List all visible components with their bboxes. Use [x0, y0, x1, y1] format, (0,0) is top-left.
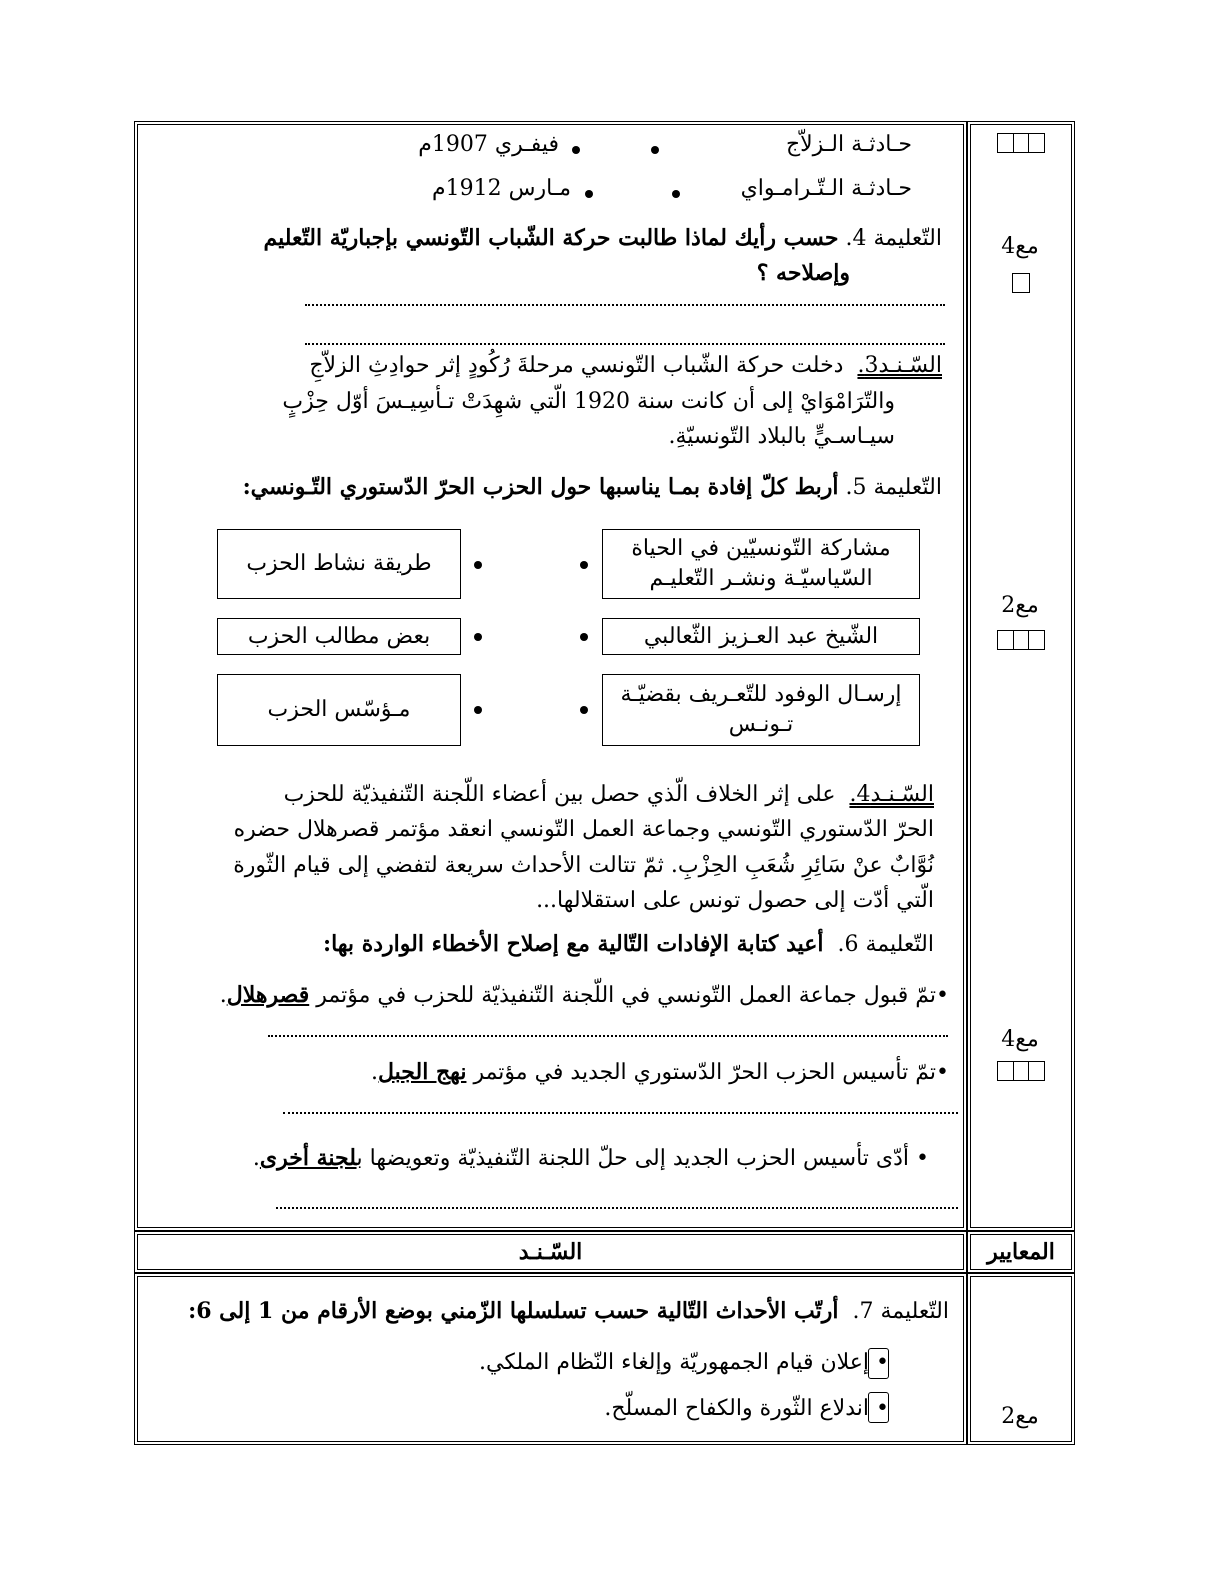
bullet-dot	[572, 146, 580, 154]
document-4-line4: الّتي أدّت إلى حصول تونس على استقلالها...	[536, 888, 934, 913]
event-zallaj-date: فيفـري 1907م	[418, 132, 559, 157]
match-dot[interactable]	[580, 633, 588, 641]
score-box-q5[interactable]	[997, 630, 1045, 650]
match-right-1[interactable]: طريقة نشاط الحزب	[217, 529, 461, 599]
criterion-q5: مع2	[1001, 593, 1039, 618]
score-box-q4[interactable]	[1012, 273, 1030, 293]
answer-line[interactable]	[268, 1035, 948, 1037]
criterion-q6: مع4	[1001, 1027, 1039, 1052]
criterion-q4: مع4	[1001, 234, 1039, 259]
header-criteria-label: المعايير	[987, 1239, 1055, 1265]
match-dot[interactable]	[474, 561, 482, 569]
q6-question: التّعليمة 6. أعيد كتابة الإفادات التّالية مع إصلاح الأخطاء الواردة بها:	[322, 931, 934, 957]
q5-question: التّعليمة 5. أربط كلّ إفادة بمـا يناسبها حول الحزب الحرّ الدّستوري التّـونسي:	[242, 474, 942, 500]
document-3-line2: والتّرَامْوَايْ إلى أن كانت سنة 1920 الّتي شهِدَتْ تـأسِيـسَ أوّل حِزْبٍ	[282, 389, 895, 414]
document-4-line2: الحرّ الدّستوري التّونسي وجماعة العمل التّونسي انعقد مؤتمر قصرهلال حضره	[233, 817, 934, 842]
event-tramway-date: مـارس 1912م	[431, 176, 571, 201]
answer-line[interactable]	[305, 343, 945, 345]
event-tramway: حـادثـة الـتّـرامـواي	[740, 176, 912, 201]
header-doc-label: السّـنـد	[518, 1239, 583, 1265]
document-3-line3: سيـاسـيٍّ بالبلاد التّونسيّةِ.	[668, 424, 895, 449]
bullet-dot	[651, 146, 659, 154]
match-right-2[interactable]: بعض مطالب الحزب	[217, 618, 461, 655]
answer-line[interactable]	[305, 304, 945, 306]
q6-item-1: •تمّ قبول جماعة العمل التّونسي في اللّجنة التّنفيذيّة للحزب في مؤتمر قصرهلال.	[219, 982, 949, 1008]
q6-item-3: • أدّى تأسيس الحزب الجديد إلى حلّ اللجنة التّنفيذيّة وتعويضها بلجنة أخرى.	[252, 1145, 929, 1171]
answer-line[interactable]	[283, 1112, 958, 1114]
match-left-1[interactable]: مشاركة التّونسيّين في الحياة السّياسيّـة ونشـر التّعليـم	[602, 529, 920, 599]
criterion-q7: مع2	[1001, 1404, 1039, 1429]
match-left-3[interactable]: إرسـال الوفود للتّعـريف بقضيّـة تـونـس	[602, 674, 920, 746]
document-4: السّـنـد4. على إثر الخلاف الّذي حصل بين أعضاء اللّجنة التّنفيذيّة للحزب	[283, 782, 934, 807]
event-zallaj: حـادثـة الـزلاّج	[785, 132, 912, 157]
bullet-dot	[672, 190, 680, 198]
score-box-top[interactable]	[997, 133, 1045, 153]
document-3: السّـنـد3. دخلت حركة الشّباب التّونسي مرحلةَ رُكُودٍ إثر حوادِثِ الزلاّجِ	[309, 353, 942, 378]
q4-question-cont: وإصلاحه ؟	[756, 260, 850, 286]
q6-item-2: •تمّ تأسيس الحزب الحرّ الدّستوري الجديد في مؤتمر نهج الجبل.	[371, 1059, 949, 1085]
q7-question: التّعليمة 7. أرتّب الأحداث التّالية حسب تسلسلها الزّمني بوضع الأرقام من 1 إلى 6:	[188, 1298, 949, 1324]
match-dot[interactable]	[580, 706, 588, 714]
q7-answer-box-1[interactable]	[868, 1348, 889, 1379]
q7-item-1: • إعلان قيام الجمهوريّة وإلغاء النّظام الملكي.	[479, 1350, 889, 1375]
q4-question: التّعليمة 4. حسب رأيك لماذا طالبت حركة الشّباب التّونسي بإجباريّة التّعليم	[263, 225, 942, 251]
match-dot[interactable]	[474, 633, 482, 641]
match-dot[interactable]	[474, 706, 482, 714]
answer-line[interactable]	[276, 1207, 958, 1209]
q7-answer-box-2[interactable]	[868, 1392, 889, 1423]
match-dot[interactable]	[580, 561, 588, 569]
match-right-3[interactable]: مـؤسّس الحزب	[217, 674, 461, 746]
q7-item-2: • اندلاع الثّورة والكفاح المسلّح.	[604, 1396, 889, 1421]
bullet-dot	[585, 190, 593, 198]
score-box-q6[interactable]	[997, 1061, 1045, 1081]
document-4-line3: نُوَّابٌ عنْ سَائِرِ شُعَبِ الحِزْبِ. ثمّ تتالت الأحداث سريعة لتفضي إلى قيام الثّورة	[233, 853, 934, 878]
match-left-2[interactable]: الشّيخ عبد العـزيز الثّعالبي	[602, 618, 920, 655]
